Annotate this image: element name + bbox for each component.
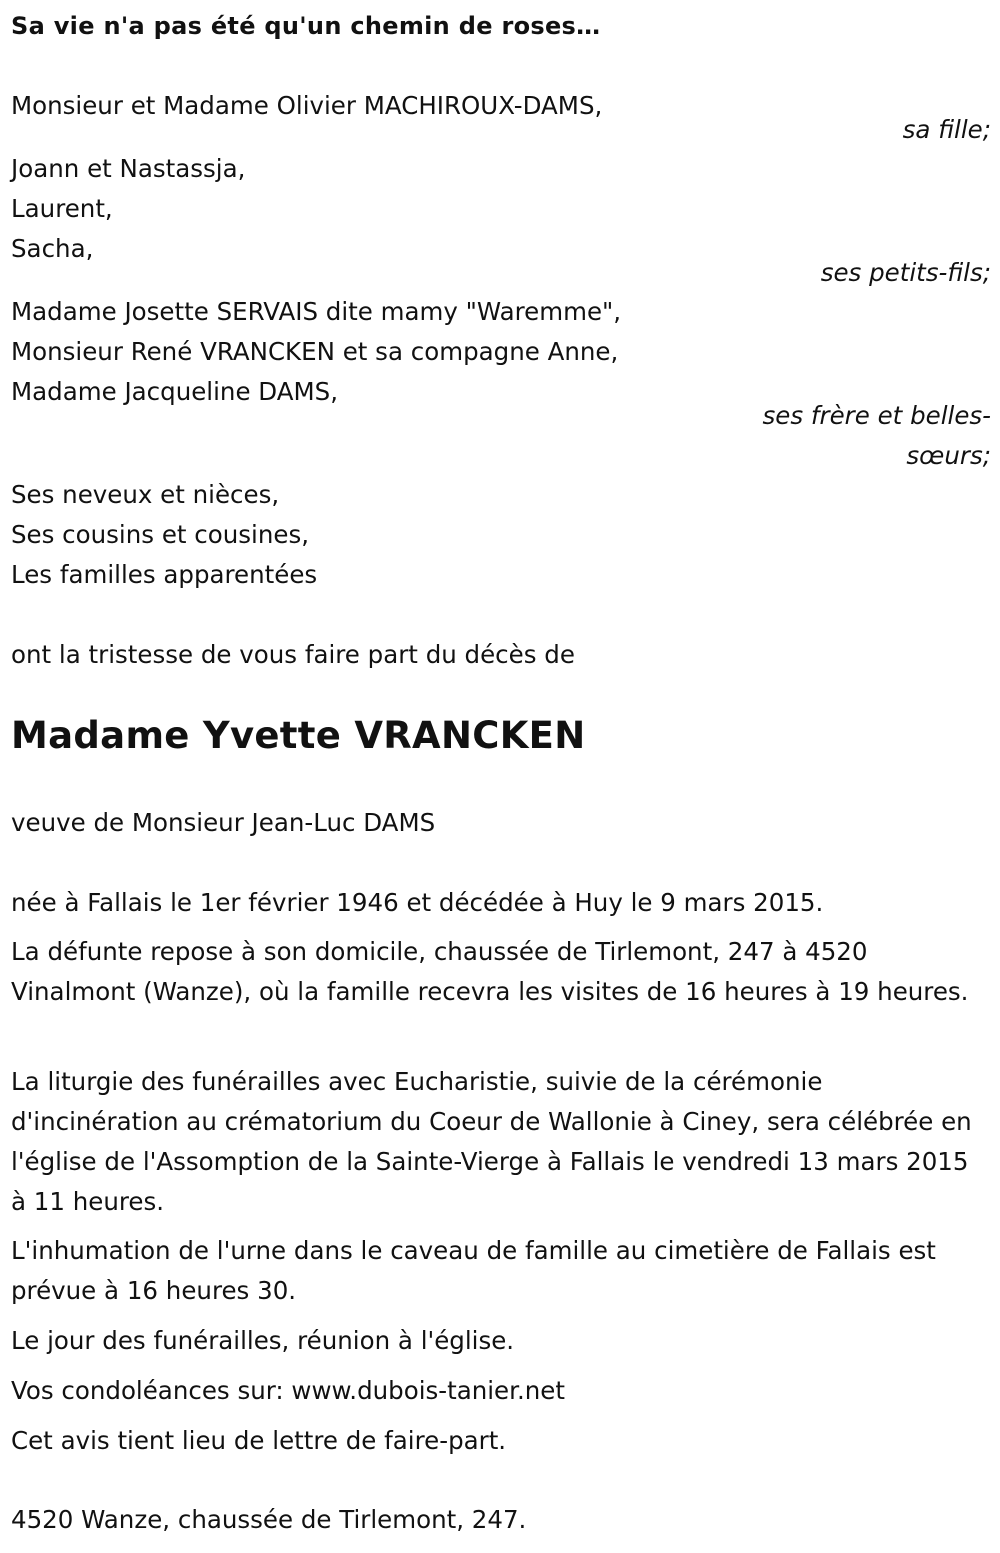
siblings-role-line-2: sœurs;	[906, 441, 991, 470]
announcement-text: ont la tristesse de vous faire part du décès de	[11, 640, 575, 669]
address-line: 4520 Wanze, chaussée de Tirlemont, 247.	[11, 1505, 527, 1534]
siblings-role-line-1: ses frère et belles-	[762, 401, 991, 430]
relatives-line: Ses neveux et nièces,	[11, 480, 280, 509]
widow-of-text: veuve de Monsieur Jean-Luc DAMS	[11, 808, 436, 837]
grandsons-role: ses petits-fils;	[820, 258, 991, 287]
burial-paragraph: L'inhumation de l'urne dans le caveau de famille au cimetière de Fallais est prévue à 16 heures 30.	[11, 1236, 936, 1305]
notice-paragraph: Cet avis tient lieu de lettre de faire-part.	[11, 1426, 507, 1455]
motto-heading: Sa vie n'a pas été qu'un chemin de roses…	[11, 12, 601, 40]
relatives-line: Les familles apparentées	[11, 560, 318, 589]
daughter-role: sa fille;	[902, 115, 991, 144]
funeral-paragraph: La liturgie des funérailles avec Eucharistie, suivie de la cérémonie d'incinération au crématorium du Coeur de Wallonie à Ciney, sera célébrée en l'église de l'Assomption de la Sainte-Vierge à Fallais le vendredi 13 mars 2015 à 11 heures.	[11, 1067, 972, 1216]
condolences-paragraph: Vos condoléances sur: www.dubois-tanier.net	[11, 1376, 565, 1405]
sibling-line: Monsieur René VRANCKEN et sa compagne Anne,	[11, 337, 619, 366]
daughter-line: Monsieur et Madame Olivier MACHIROUX-DAMS,	[11, 91, 603, 120]
relatives-line: Ses cousins et cousines,	[11, 520, 309, 549]
deceased-name: Madame Yvette VRANCKEN	[11, 714, 586, 757]
sibling-line: Madame Jacqueline DAMS,	[11, 377, 338, 406]
gathering-paragraph: Le jour des funérailles, réunion à l'église.	[11, 1326, 515, 1355]
grandson-line: Laurent,	[11, 194, 113, 223]
birth-death-paragraph: née à Fallais le 1er février 1946 et décédée à Huy le 9 mars 2015.	[11, 888, 824, 917]
sibling-line: Madame Josette SERVAIS dite mamy "Waremme",	[11, 297, 622, 326]
grandson-line: Joann et Nastassja,	[11, 154, 246, 183]
grandson-line: Sacha,	[11, 234, 94, 263]
visitation-paragraph: La défunte repose à son domicile, chaussée de Tirlemont, 247 à 4520 Vinalmont (Wanze), où la famille recevra les visites de 16 heures à 19 heures.	[11, 937, 969, 1006]
